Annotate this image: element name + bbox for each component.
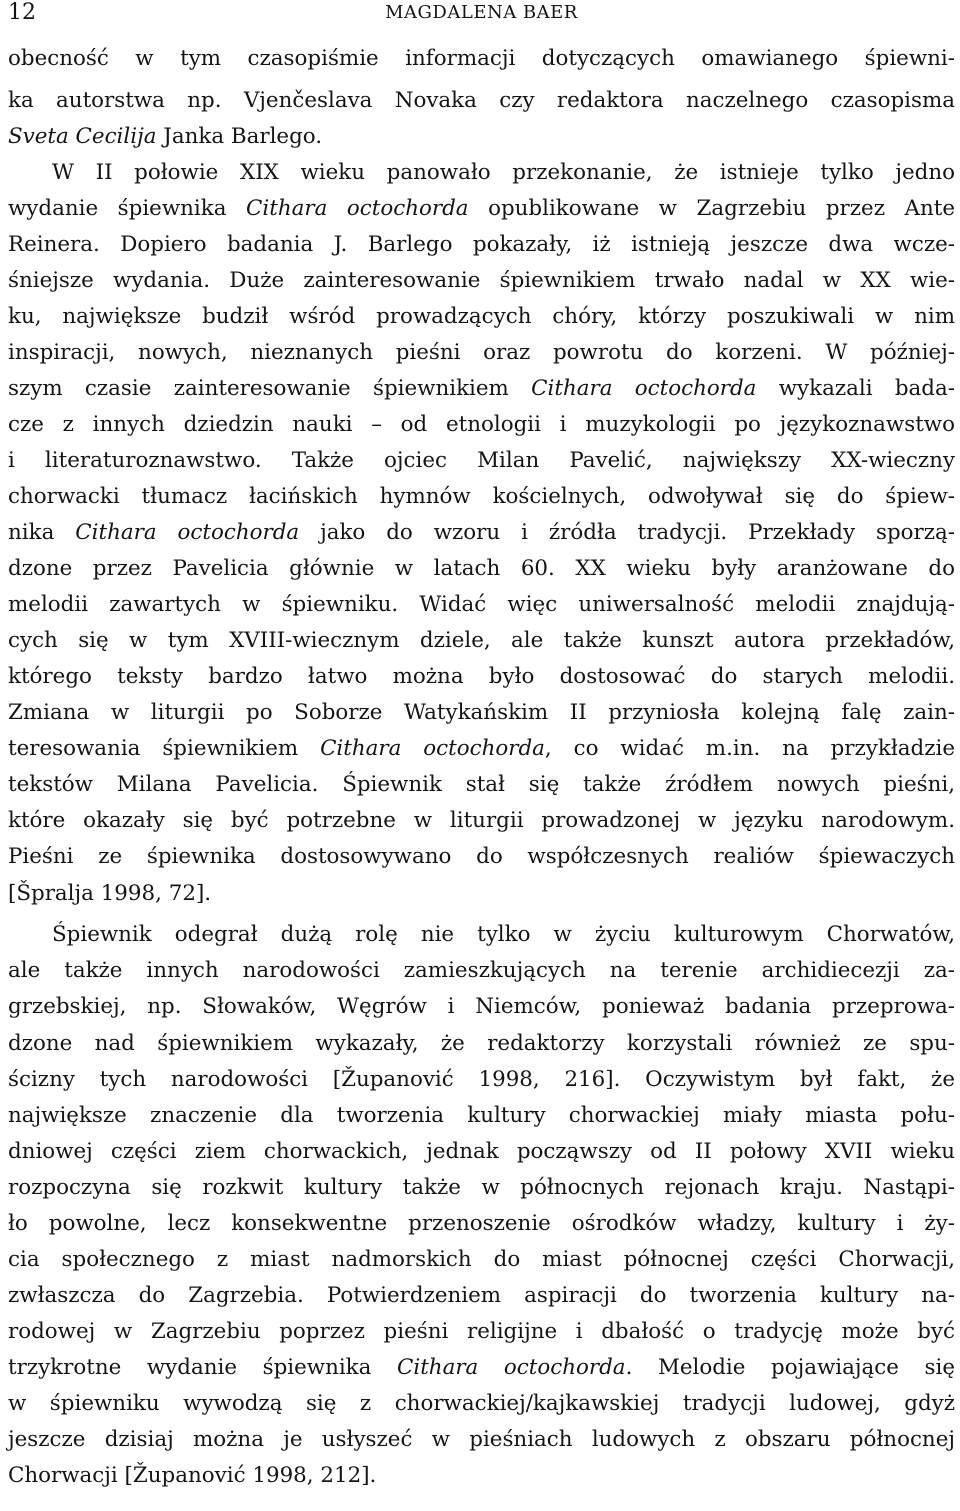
text-line [8,1209,955,1239]
text-segment: w śpiewniku wywodzą się z chorwackiej/kajkawskiej tradycji ludowej, gdyż [8,1391,955,1416]
text-segment: opublikowane w Zagrzebiu przez Ante [468,196,955,221]
text-segment: śniejsze wydania. Duże zainteresowanie śpiewnikiem trwało nadal w XX wie- [8,268,955,293]
text-line [8,158,955,188]
text-line [8,590,955,620]
text-line [8,956,955,986]
text-segment: ka autorstwa np. Vjenčeslava Novaka czy redaktora naczelnego czasopisma [8,88,955,113]
text-line [8,518,955,548]
text-line [8,122,955,152]
text-segment: ścizny tych narodowości [Županović 1998, 216]. Oczywistym był fakt, że [8,1067,955,1092]
text-line [8,302,955,332]
text-segment: teresowania śpiewnikiem [8,736,321,761]
text-line [8,554,955,584]
text-segment: zwłaszcza do Zagrzebia. Potwierdzeniem aspiracji do tworzenia kultury na- [8,1283,955,1308]
text-segment: , co widać m.in. na przykładzie [544,736,956,761]
text-line [8,1425,955,1455]
page-header [8,0,955,30]
italic-title: Cithara octochorda [397,1355,626,1380]
text-line [8,1281,955,1311]
text-segment: Śpiewnik odegrał dużą rolę nie tylko w życiu kulturowym Chorwatów, [52,922,955,947]
text-segment: trzykrotne wydanie śpiewnika [8,1355,397,1380]
text-line [8,1137,955,1167]
text-line [8,410,955,440]
text-segment: Reinera. Dopiero badania J. Barlego pokazały, iż istnieją jeszcze dwa wcze- [8,232,955,257]
page-number: 12 [8,0,36,25]
text-line [8,230,955,260]
text-line [8,1245,955,1275]
text-segment: i literaturoznawstwo. Także ojciec Milan Pavelić, największy XX-wieczny [8,448,955,473]
text-line [8,266,955,296]
text-line [8,879,955,909]
text-segment: . Melodie pojawiające się [625,1355,955,1380]
text-segment: którego teksty bardzo łatwo można było dostosować do starych melodii. [8,664,955,689]
text-segment: cze z innych dziedzin nauki – od etnologii i muzykologii po językoznawstwo [8,412,955,437]
text-segment: ale także innych narodowości zamieszkujących na terenie archidiecezji za- [8,958,955,983]
text-line [8,374,955,404]
text-segment: rodowej w Zagrzebiu poprzez pieśni religijne i dbałość o tradycję może być [8,1319,955,1344]
text-line [8,920,955,950]
text-line [8,734,955,764]
text-segment: tekstów Milana Pavelicia. Śpiewnik stał się także źródłem nowych pieśni, [8,772,955,797]
text-segment: inspiracji, nowych, nieznanych pieśni oraz powrotu do korzeni. W później- [8,340,955,365]
text-segment: cia społecznego z miast nadmorskich do miast północnej części Chorwacji, [8,1247,955,1272]
text-line [8,446,955,476]
text-line [8,626,955,656]
text-line [8,1173,955,1203]
italic-title: Cithara octochorda [246,196,469,221]
text-line [8,86,955,116]
text-segment: grzebskiej, np. Słowaków, Węgrów i Niemców, ponieważ badania przeprowa- [8,994,955,1019]
text-segment: jeszcze dzisiaj można je usłyszeć w pieśniach ludowych z obszaru północnej [8,1427,955,1452]
text-segment: ło powolne, lecz konsekwentne przenoszenie ośrodków władzy, kultury i ży- [8,1211,955,1236]
text-line [8,1029,955,1059]
text-line [8,1317,955,1347]
text-line [8,992,955,1022]
text-segment: nika [8,520,76,545]
text-line [8,698,955,728]
text-segment: melodii zawartych w śpiewniku. Widać więc uniwersalność melodii znajdują- [8,592,955,617]
text-segment: wykazali bada- [756,376,955,401]
text-segment: [Špralja 1998, 72]. [8,881,212,906]
text-line [8,662,955,692]
text-segment: Pieśni ze śpiewnika dostosowywano do współczesnych realiów śpiewaczych [8,844,955,869]
text-segment: ku, największe budził wśród prowadzących chóry, którzy poszukiwali w nim [8,304,955,329]
text-segment: Chorwacji [Županović 1998, 212]. [8,1463,377,1488]
text-line [8,482,955,512]
text-segment: jako do wzoru i źródła tradycji. Przekłady sporzą- [299,520,955,545]
italic-title: Cithara octochorda [531,376,757,401]
text-line [8,770,955,800]
text-line [8,1065,955,1095]
running-head: MAGDALENA BAER [385,2,578,23]
italic-title: Cithara octochorda [320,736,545,761]
text-line [8,44,955,74]
text-segment: dzone przez Pavelicia głównie w latach 60. XX wieku były aranżowane do [8,556,955,581]
text-segment: które okazały się być potrzebne w liturgii prowadzonej w języku narodowym. [8,808,955,833]
italic-title: Sveta Cecilija [8,124,157,149]
text-line [8,842,955,872]
text-segment: dzone nad śpiewnikiem wykazały, że redaktorzy korzystali również ze spu- [8,1031,955,1056]
text-segment: cych się w tym XVIII-wiecznym dziele, ale także kunszt autora przekładów, [8,628,955,653]
italic-title: Cithara octochorda [75,520,300,545]
text-segment: Janka Barlego. [156,124,323,149]
text-segment: największe znaczenie dla tworzenia kultury chorwackiej miały miasta połu- [8,1103,955,1128]
text-line [8,1389,955,1419]
text-segment: W II połowie XIX wieku panowało przekonanie, że istnieje tylko jedno [52,160,955,185]
text-line [8,338,955,368]
text-line [8,1353,955,1383]
text-line [8,194,955,224]
text-line [8,1101,955,1131]
text-line [8,806,955,836]
text-segment: dniowej części ziem chorwackich, jednak począwszy od II połowy XVII wieku [8,1139,955,1164]
text-segment: szym czasie zainteresowanie śpiewnikiem [8,376,532,401]
text-segment: Zmiana w liturgii po Soborze Watykańskim II przyniosła kolejną falę zain- [8,700,955,725]
text-segment: chorwacki tłumacz łacińskich hymnów kościelnych, odwoływał się do śpiew- [8,484,955,509]
text-segment: wydanie śpiewnika [8,196,247,221]
text-line [8,1461,955,1491]
text-segment: obecność w tym czasopiśmie informacji dotyczących omawianego śpiewni- [8,46,955,71]
text-segment: rozpoczyna się rozkwit kultury także w północnych rejonach kraju. Nastąpi- [8,1175,955,1200]
